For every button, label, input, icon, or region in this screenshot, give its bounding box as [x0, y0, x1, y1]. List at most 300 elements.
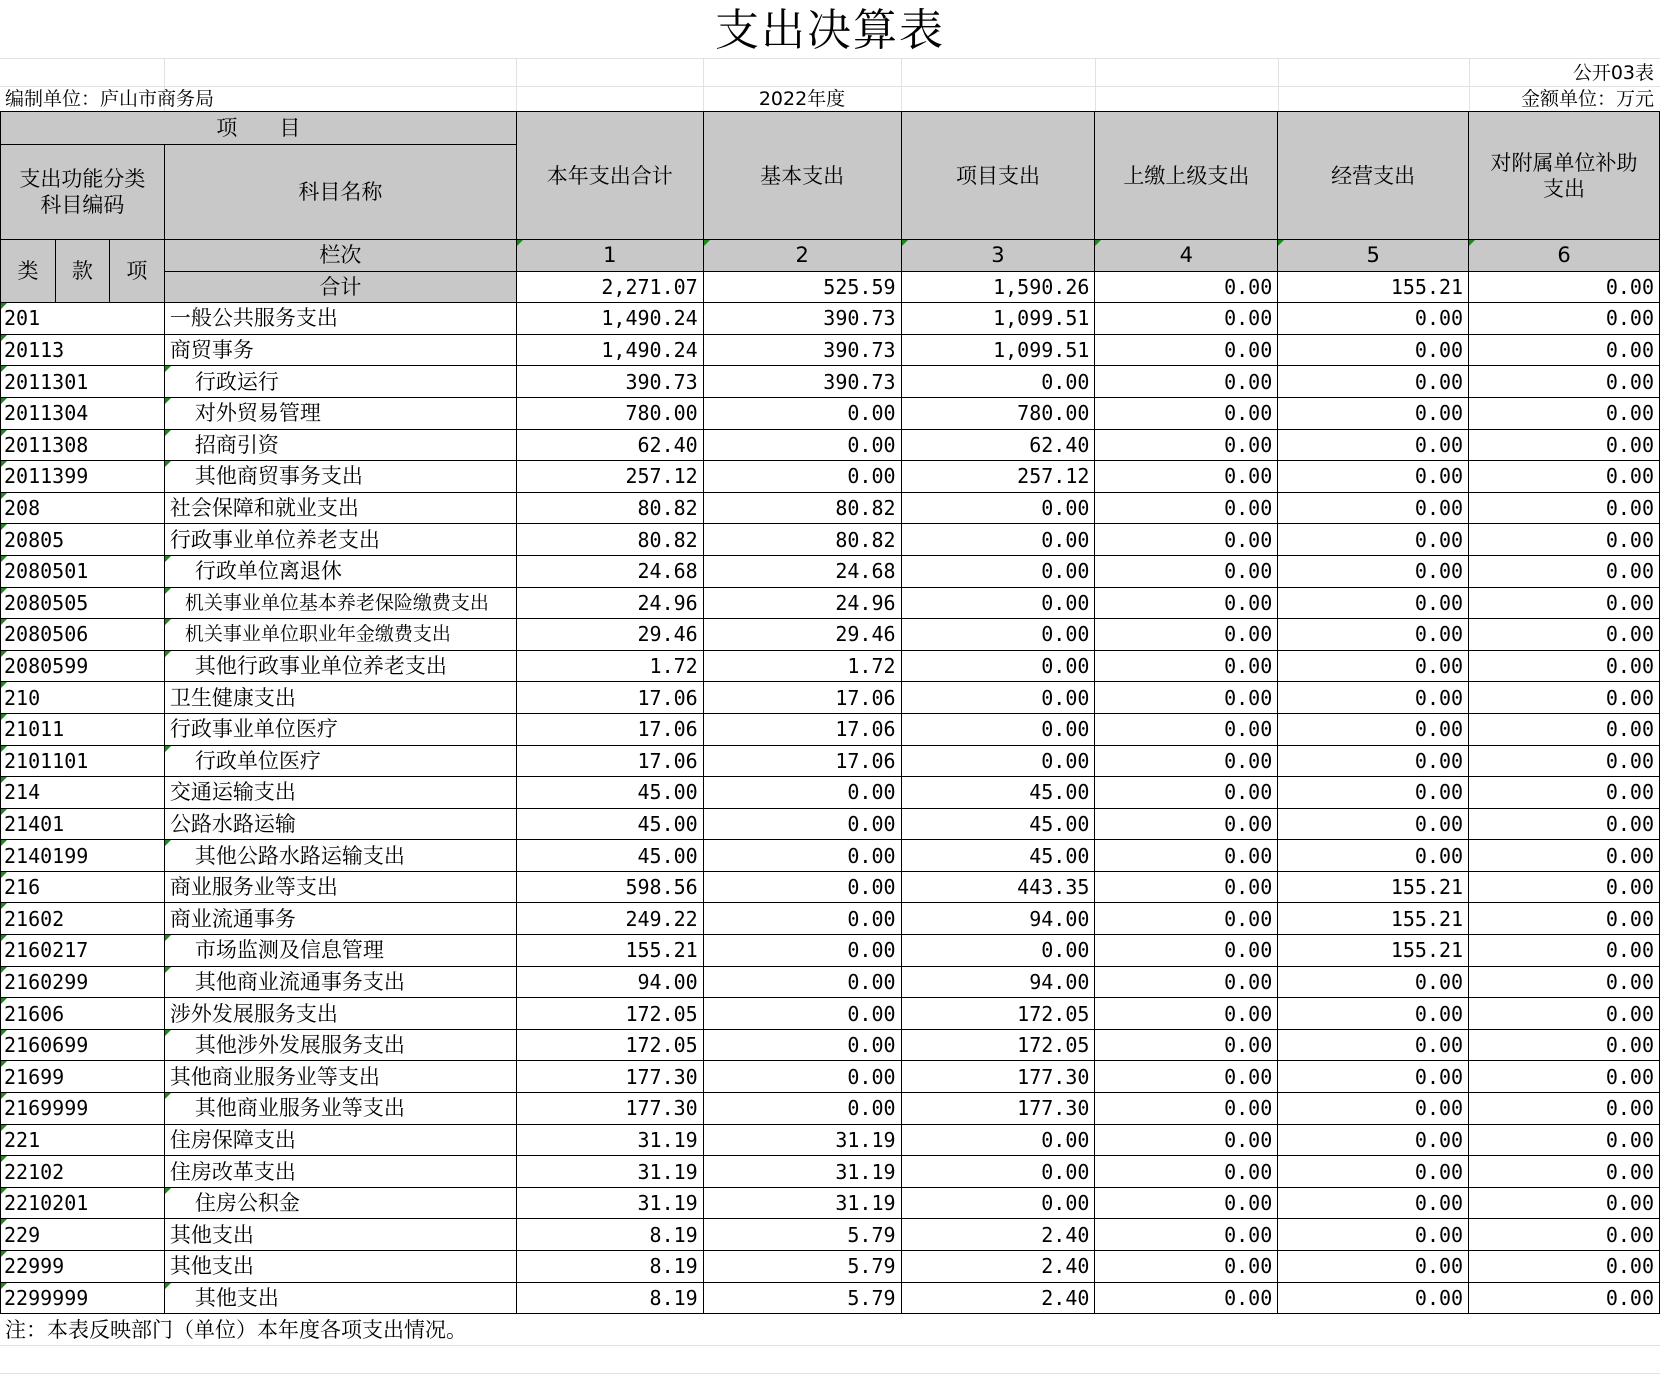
row-value-2: 0.00	[703, 461, 901, 493]
row-value-5: 0.00	[1278, 1061, 1469, 1093]
row-value-1: 80.82	[516, 492, 703, 524]
row-value-1: 31.19	[516, 1124, 703, 1156]
row-code: 216	[1, 871, 165, 903]
row-value-2: 17.06	[703, 713, 901, 745]
row-value-1: 249.22	[516, 903, 703, 935]
row-value-2: 0.00	[703, 871, 901, 903]
row-value-6: 0.00	[1469, 871, 1660, 903]
row-value-4: 0.00	[1095, 1219, 1278, 1251]
row-name: 住房保障支出	[164, 1124, 516, 1156]
row-code: 2080506	[1, 619, 165, 651]
row-code: 2210201	[1, 1187, 165, 1219]
header-func-code: 支出功能分类科目编码	[1, 145, 165, 240]
row-value-5: 0.00	[1278, 777, 1469, 809]
header-business: 经营支出	[1278, 112, 1469, 240]
row-code: 2160217	[1, 935, 165, 967]
row-value-1: 24.96	[516, 587, 703, 619]
row-value-5: 0.00	[1278, 1187, 1469, 1219]
row-value-4: 0.00	[1095, 808, 1278, 840]
row-value-3: 0.00	[901, 555, 1095, 587]
row-name: 其他支出	[164, 1282, 516, 1314]
row-value-4: 0.00	[1095, 840, 1278, 872]
row-value-1: 1,490.24	[516, 303, 703, 335]
row-value-1: 1.72	[516, 650, 703, 682]
row-value-4: 0.00	[1095, 1124, 1278, 1156]
row-value-4: 0.00	[1095, 303, 1278, 335]
total-v4: 0.00	[1095, 271, 1278, 303]
row-value-4: 0.00	[1095, 1282, 1278, 1314]
row-name: 其他商业流通事务支出	[164, 966, 516, 998]
header-upper: 上缴上级支出	[1095, 112, 1278, 240]
row-value-3: 0.00	[901, 650, 1095, 682]
header-xiang: 项	[109, 240, 164, 303]
row-value-1: 155.21	[516, 935, 703, 967]
row-name: 住房公积金	[164, 1187, 516, 1219]
row-value-1: 390.73	[516, 366, 703, 398]
row-value-6: 0.00	[1469, 619, 1660, 651]
table-row	[1, 429, 1660, 461]
row-value-2: 17.06	[703, 745, 901, 777]
row-value-1: 177.30	[516, 1093, 703, 1125]
total-row	[1, 271, 1660, 303]
row-value-2: 390.73	[703, 366, 901, 398]
row-value-5: 0.00	[1278, 619, 1469, 651]
row-value-5: 0.00	[1278, 587, 1469, 619]
row-name: 交通运输支出	[164, 777, 516, 809]
row-value-2: 24.96	[703, 587, 901, 619]
row-value-3: 443.35	[901, 871, 1095, 903]
row-value-1: 177.30	[516, 1061, 703, 1093]
row-value-4: 0.00	[1095, 555, 1278, 587]
row-value-3: 0.00	[901, 745, 1095, 777]
row-value-5: 0.00	[1278, 1219, 1469, 1251]
row-value-1: 172.05	[516, 1029, 703, 1061]
row-value-2: 0.00	[703, 1029, 901, 1061]
row-value-3: 62.40	[901, 429, 1095, 461]
row-value-4: 0.00	[1095, 777, 1278, 809]
row-value-2: 17.06	[703, 682, 901, 714]
header-lei: 类	[1, 240, 56, 303]
row-name: 其他涉外发展服务支出	[164, 1029, 516, 1061]
row-value-1: 17.06	[516, 713, 703, 745]
row-value-2: 5.79	[703, 1282, 901, 1314]
header-project: 项 目	[1, 112, 517, 145]
row-value-6: 0.00	[1469, 397, 1660, 429]
row-value-5: 0.00	[1278, 713, 1469, 745]
row-value-1: 24.68	[516, 555, 703, 587]
row-value-2: 0.00	[703, 397, 901, 429]
row-value-3: 0.00	[901, 1187, 1095, 1219]
table-row	[1, 397, 1660, 429]
row-value-6: 0.00	[1469, 492, 1660, 524]
row-value-1: 45.00	[516, 840, 703, 872]
row-value-2: 1.72	[703, 650, 901, 682]
row-name: 其他公路水路运输支出	[164, 840, 516, 872]
row-name: 其他支出	[164, 1251, 516, 1283]
row-value-2: 29.46	[703, 619, 901, 651]
row-value-2: 0.00	[703, 429, 901, 461]
row-value-6: 0.00	[1469, 777, 1660, 809]
row-name: 商业流通事务	[164, 903, 516, 935]
row-code: 21011	[1, 713, 165, 745]
col-no-5: 5	[1278, 240, 1469, 272]
row-value-4: 0.00	[1095, 524, 1278, 556]
col-no-1: 1	[516, 240, 703, 272]
row-value-5: 155.21	[1278, 903, 1469, 935]
row-value-4: 0.00	[1095, 713, 1278, 745]
table-row	[1, 555, 1660, 587]
row-value-1: 1,490.24	[516, 334, 703, 366]
fiscal-year: 2022年度	[758, 88, 846, 110]
row-value-4: 0.00	[1095, 903, 1278, 935]
row-value-2: 31.19	[703, 1187, 901, 1219]
row-value-6: 0.00	[1469, 429, 1660, 461]
row-code: 21401	[1, 808, 165, 840]
header-subject-name: 科目名称	[164, 145, 516, 240]
row-name: 市场监测及信息管理	[164, 935, 516, 967]
row-value-3: 0.00	[901, 1124, 1095, 1156]
row-value-3: 2.40	[901, 1219, 1095, 1251]
row-value-1: 94.00	[516, 966, 703, 998]
row-value-5: 0.00	[1278, 1251, 1469, 1283]
row-code: 22999	[1, 1251, 165, 1283]
row-value-5: 155.21	[1278, 935, 1469, 967]
row-code: 2011301	[1, 366, 165, 398]
row-code: 2011399	[1, 461, 165, 493]
row-value-5: 0.00	[1278, 1282, 1469, 1314]
row-code: 201	[1, 303, 165, 335]
row-value-6: 0.00	[1469, 650, 1660, 682]
row-value-3: 2.40	[901, 1282, 1095, 1314]
col-no-3: 3	[901, 240, 1095, 272]
row-name: 其他商业服务业等支出	[164, 1093, 516, 1125]
row-value-2: 0.00	[703, 903, 901, 935]
row-value-1: 780.00	[516, 397, 703, 429]
table-row	[1, 840, 1660, 872]
row-code: 2080599	[1, 650, 165, 682]
footnote: 注：本表反映部门（单位）本年度各项支出情况。	[5, 1318, 467, 1342]
row-value-1: 45.00	[516, 808, 703, 840]
table-row	[1, 682, 1660, 714]
table-row	[1, 1282, 1660, 1314]
amount-unit: 金额单位：万元	[1520, 88, 1654, 110]
row-value-5: 0.00	[1278, 461, 1469, 493]
total-v3: 1,590.26	[901, 271, 1095, 303]
row-name: 其他商贸事务支出	[164, 461, 516, 493]
table-row	[1, 966, 1660, 998]
row-value-6: 0.00	[1469, 366, 1660, 398]
row-value-6: 0.00	[1469, 1061, 1660, 1093]
row-value-2: 5.79	[703, 1219, 901, 1251]
page-title: 支出决算表	[715, 5, 945, 56]
row-value-4: 0.00	[1095, 1187, 1278, 1219]
reporting-unit: 编制单位：庐山市商务局	[5, 88, 215, 110]
row-value-6: 0.00	[1469, 903, 1660, 935]
row-value-6: 0.00	[1469, 334, 1660, 366]
table-row	[1, 1093, 1660, 1125]
row-value-6: 0.00	[1469, 935, 1660, 967]
row-value-1: 598.56	[516, 871, 703, 903]
row-value-6: 0.00	[1469, 998, 1660, 1030]
row-value-1: 8.19	[516, 1282, 703, 1314]
row-value-1: 31.19	[516, 1156, 703, 1188]
header-subsidy: 对附属单位补助支出	[1469, 112, 1660, 240]
row-value-6: 0.00	[1469, 1219, 1660, 1251]
row-name: 行政运行	[164, 366, 516, 398]
row-value-6: 0.00	[1469, 840, 1660, 872]
row-value-3: 780.00	[901, 397, 1095, 429]
row-value-6: 0.00	[1469, 745, 1660, 777]
row-code: 2101101	[1, 745, 165, 777]
row-value-5: 0.00	[1278, 366, 1469, 398]
header-lanci: 栏次	[164, 240, 516, 272]
table-row	[1, 303, 1660, 335]
form-number: 公开03表	[1572, 62, 1654, 84]
row-name: 其他行政事业单位养老支出	[164, 650, 516, 682]
row-value-6: 0.00	[1469, 1187, 1660, 1219]
col-no-2: 2	[703, 240, 901, 272]
row-value-3: 2.40	[901, 1251, 1095, 1283]
header-total: 本年支出合计	[516, 112, 703, 240]
row-value-4: 0.00	[1095, 1156, 1278, 1188]
header-project-exp: 项目支出	[901, 112, 1095, 240]
row-name: 公路水路运输	[164, 808, 516, 840]
row-value-4: 0.00	[1095, 1061, 1278, 1093]
table-row	[1, 1219, 1660, 1251]
row-value-5: 0.00	[1278, 745, 1469, 777]
table-row	[1, 650, 1660, 682]
row-value-3: 0.00	[901, 935, 1095, 967]
row-code: 221	[1, 1124, 165, 1156]
row-name: 招商引资	[164, 429, 516, 461]
table-row	[1, 461, 1660, 493]
row-value-3: 172.05	[901, 1029, 1095, 1061]
row-name: 商贸事务	[164, 334, 516, 366]
row-value-4: 0.00	[1095, 1029, 1278, 1061]
row-value-4: 0.00	[1095, 587, 1278, 619]
table-row	[1, 334, 1660, 366]
table-row	[1, 1156, 1660, 1188]
row-value-2: 31.19	[703, 1156, 901, 1188]
row-code: 229	[1, 1219, 165, 1251]
row-value-2: 5.79	[703, 1251, 901, 1283]
row-value-1: 172.05	[516, 998, 703, 1030]
row-value-3: 0.00	[901, 713, 1095, 745]
row-value-5: 0.00	[1278, 1029, 1469, 1061]
row-value-4: 0.00	[1095, 397, 1278, 429]
row-code: 22102	[1, 1156, 165, 1188]
row-value-1: 62.40	[516, 429, 703, 461]
row-value-2: 0.00	[703, 1061, 901, 1093]
sheet-top	[0, 0, 1660, 112]
row-value-5: 0.00	[1278, 966, 1469, 998]
row-name: 行政事业单位医疗	[164, 713, 516, 745]
row-value-5: 0.00	[1278, 492, 1469, 524]
col-no-6: 6	[1469, 240, 1660, 272]
row-value-3: 177.30	[901, 1061, 1095, 1093]
row-name: 其他支出	[164, 1219, 516, 1251]
row-value-4: 0.00	[1095, 935, 1278, 967]
table-row	[1, 1124, 1660, 1156]
table-row	[1, 871, 1660, 903]
row-value-5: 0.00	[1278, 808, 1469, 840]
row-value-4: 0.00	[1095, 334, 1278, 366]
row-value-2: 0.00	[703, 935, 901, 967]
row-value-6: 0.00	[1469, 303, 1660, 335]
row-code: 2011304	[1, 397, 165, 429]
row-value-4: 0.00	[1095, 682, 1278, 714]
header-basic: 基本支出	[703, 112, 901, 240]
row-value-5: 0.00	[1278, 840, 1469, 872]
header-kuan: 款	[55, 240, 109, 303]
row-name: 涉外发展服务支出	[164, 998, 516, 1030]
row-code: 20113	[1, 334, 165, 366]
table-row	[1, 998, 1660, 1030]
row-code: 21699	[1, 1061, 165, 1093]
row-value-2: 0.00	[703, 840, 901, 872]
table-row	[1, 524, 1660, 556]
row-value-6: 0.00	[1469, 808, 1660, 840]
row-value-4: 0.00	[1095, 871, 1278, 903]
row-value-5: 0.00	[1278, 1156, 1469, 1188]
row-name: 行政单位离退休	[164, 555, 516, 587]
row-value-2: 390.73	[703, 334, 901, 366]
row-code: 2140199	[1, 840, 165, 872]
row-value-6: 0.00	[1469, 1251, 1660, 1283]
row-value-2: 0.00	[703, 808, 901, 840]
row-value-3: 257.12	[901, 461, 1095, 493]
row-name: 商业服务业等支出	[164, 871, 516, 903]
table-row	[1, 745, 1660, 777]
row-value-1: 45.00	[516, 777, 703, 809]
row-value-5: 0.00	[1278, 303, 1469, 335]
row-value-4: 0.00	[1095, 492, 1278, 524]
row-value-5: 0.00	[1278, 334, 1469, 366]
row-value-5: 0.00	[1278, 682, 1469, 714]
row-value-2: 390.73	[703, 303, 901, 335]
row-value-2: 0.00	[703, 966, 901, 998]
row-value-6: 0.00	[1469, 1124, 1660, 1156]
row-value-1: 80.82	[516, 524, 703, 556]
row-name: 卫生健康支出	[164, 682, 516, 714]
row-value-3: 0.00	[901, 682, 1095, 714]
row-name: 社会保障和就业支出	[164, 492, 516, 524]
row-value-1: 31.19	[516, 1187, 703, 1219]
row-value-2: 0.00	[703, 777, 901, 809]
row-value-3: 172.05	[901, 998, 1095, 1030]
total-v2: 525.59	[703, 271, 901, 303]
table-row	[1, 1251, 1660, 1283]
row-value-5: 155.21	[1278, 871, 1469, 903]
row-name: 其他商业服务业等支出	[164, 1061, 516, 1093]
row-value-5: 0.00	[1278, 555, 1469, 587]
row-code: 214	[1, 777, 165, 809]
row-code: 2080505	[1, 587, 165, 619]
row-value-5: 0.00	[1278, 1093, 1469, 1125]
table-row	[1, 619, 1660, 651]
row-value-6: 0.00	[1469, 713, 1660, 745]
row-value-1: 17.06	[516, 745, 703, 777]
row-value-3: 177.30	[901, 1093, 1095, 1125]
table-row	[1, 808, 1660, 840]
row-value-3: 0.00	[901, 524, 1095, 556]
row-code: 2169999	[1, 1093, 165, 1125]
row-value-1: 8.19	[516, 1251, 703, 1283]
row-value-2: 0.00	[703, 1093, 901, 1125]
row-value-3: 0.00	[901, 587, 1095, 619]
row-code: 21602	[1, 903, 165, 935]
row-code: 208	[1, 492, 165, 524]
row-value-3: 1,099.51	[901, 334, 1095, 366]
row-value-4: 0.00	[1095, 650, 1278, 682]
total-label: 合计	[164, 271, 516, 303]
row-name: 行政单位医疗	[164, 745, 516, 777]
row-value-1: 29.46	[516, 619, 703, 651]
row-value-4: 0.00	[1095, 461, 1278, 493]
table-row	[1, 366, 1660, 398]
row-code: 210	[1, 682, 165, 714]
row-code: 20805	[1, 524, 165, 556]
row-value-6: 0.00	[1469, 1156, 1660, 1188]
row-value-1: 17.06	[516, 682, 703, 714]
row-value-6: 0.00	[1469, 1029, 1660, 1061]
row-value-4: 0.00	[1095, 998, 1278, 1030]
table-row	[1, 492, 1660, 524]
row-value-5: 0.00	[1278, 998, 1469, 1030]
row-code: 2160299	[1, 966, 165, 998]
row-value-2: 24.68	[703, 555, 901, 587]
table-row	[1, 1187, 1660, 1219]
row-name: 机关事业单位基本养老保险缴费支出	[164, 587, 516, 619]
row-name: 行政事业单位养老支出	[164, 524, 516, 556]
table-row	[1, 903, 1660, 935]
row-value-3: 45.00	[901, 840, 1095, 872]
row-value-5: 0.00	[1278, 429, 1469, 461]
row-code: 2080501	[1, 555, 165, 587]
row-value-4: 0.00	[1095, 966, 1278, 998]
total-v5: 155.21	[1278, 271, 1469, 303]
expenditure-table	[0, 111, 1660, 1314]
row-value-3: 0.00	[901, 366, 1095, 398]
row-value-6: 0.00	[1469, 587, 1660, 619]
row-code: 2160699	[1, 1029, 165, 1061]
table-row	[1, 1029, 1660, 1061]
row-value-4: 0.00	[1095, 619, 1278, 651]
row-value-4: 0.00	[1095, 745, 1278, 777]
row-value-5: 0.00	[1278, 1124, 1469, 1156]
row-name: 一般公共服务支出	[164, 303, 516, 335]
row-value-4: 0.00	[1095, 429, 1278, 461]
row-value-6: 0.00	[1469, 1093, 1660, 1125]
total-v1: 2,271.07	[516, 271, 703, 303]
row-value-1: 257.12	[516, 461, 703, 493]
row-value-3: 45.00	[901, 808, 1095, 840]
total-v6: 0.00	[1469, 271, 1660, 303]
row-value-3: 0.00	[901, 492, 1095, 524]
row-name: 机关事业单位职业年金缴费支出	[164, 619, 516, 651]
table-row	[1, 713, 1660, 745]
row-value-3: 0.00	[901, 619, 1095, 651]
row-value-6: 0.00	[1469, 966, 1660, 998]
row-name: 对外贸易管理	[164, 397, 516, 429]
row-value-6: 0.00	[1469, 524, 1660, 556]
row-value-5: 0.00	[1278, 397, 1469, 429]
row-code: 2011308	[1, 429, 165, 461]
col-no-4: 4	[1095, 240, 1278, 272]
row-value-3: 94.00	[901, 903, 1095, 935]
row-value-3: 94.00	[901, 966, 1095, 998]
row-value-2: 31.19	[703, 1124, 901, 1156]
